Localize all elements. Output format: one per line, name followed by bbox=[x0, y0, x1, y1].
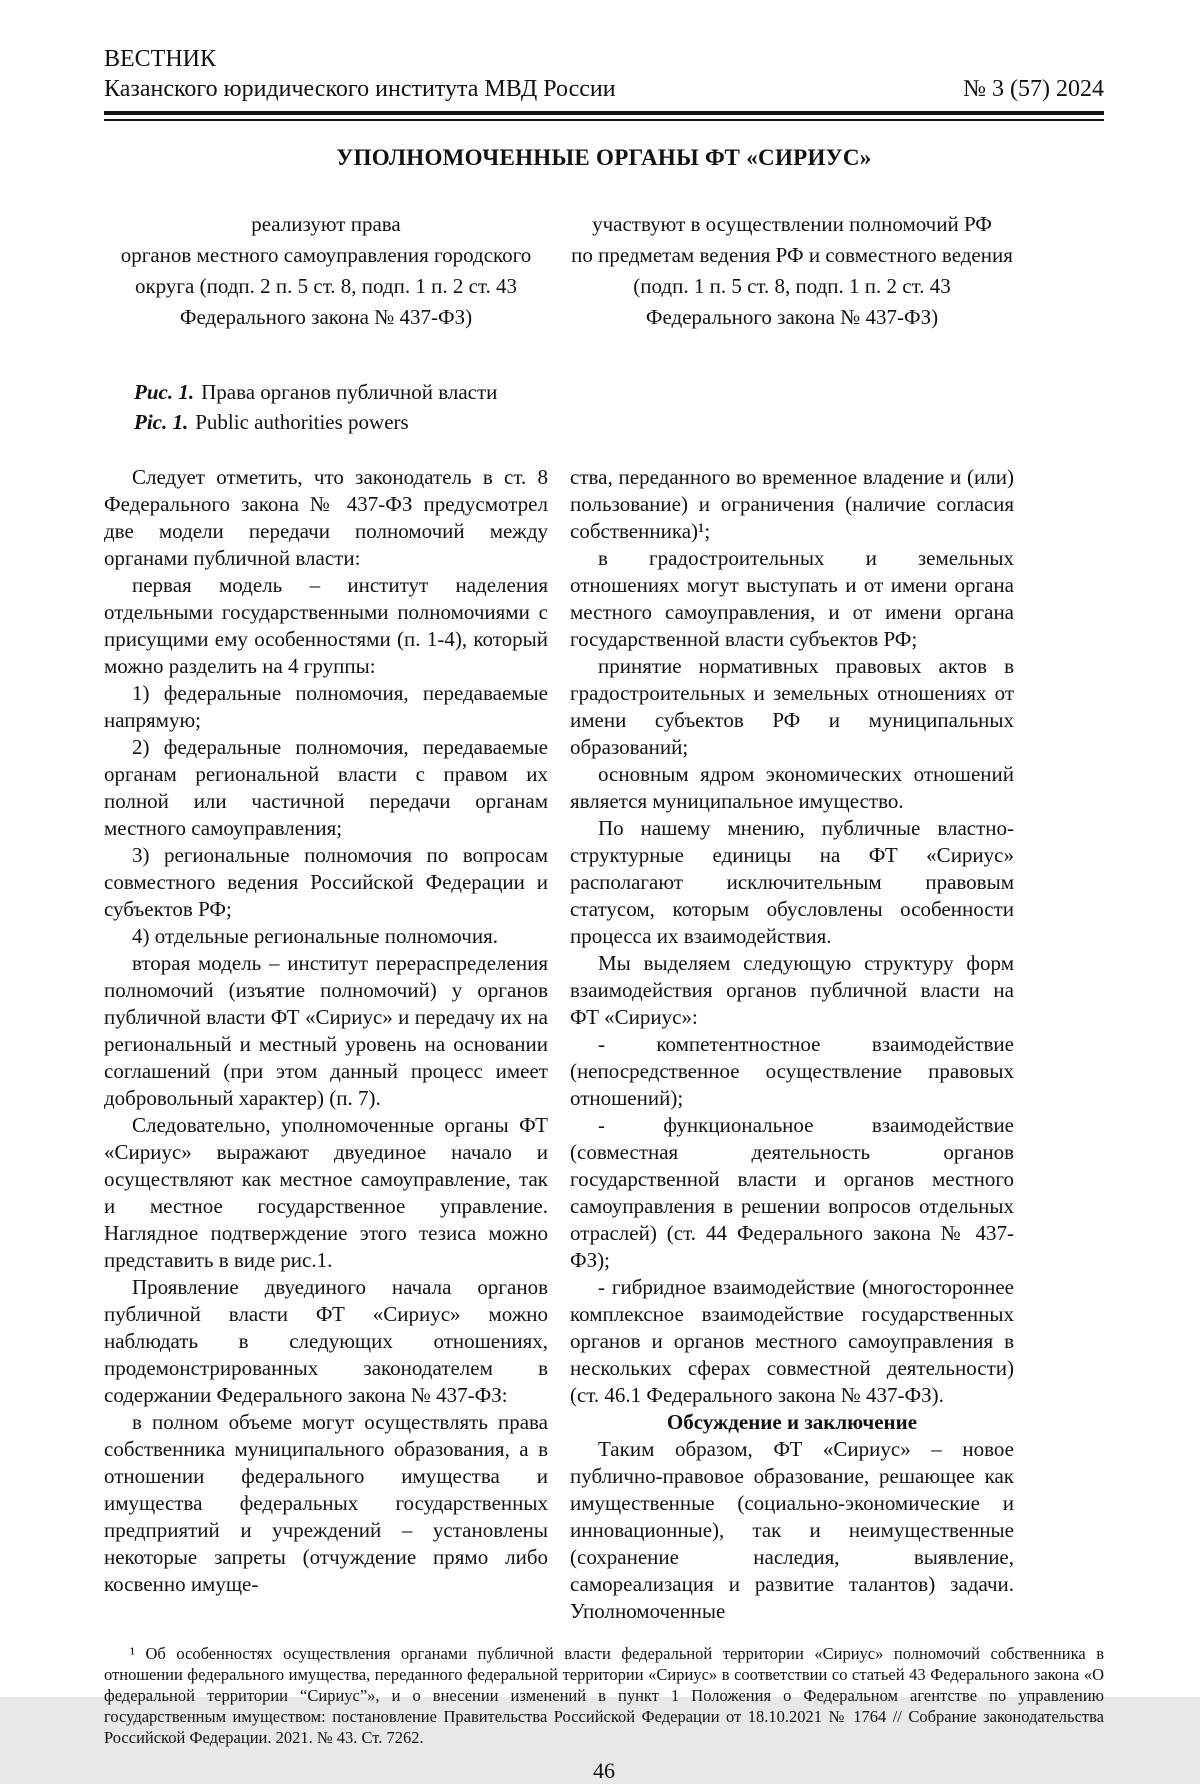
paragraph: Мы выделяем следующую структуру форм взаимодействия органов публичной власти на ФТ «Сириус»: bbox=[570, 951, 1014, 1029]
figure-caption-ru bbox=[134, 377, 1104, 407]
figure-left-line: реализуют права bbox=[251, 212, 401, 236]
figure-caption-en bbox=[134, 407, 1104, 437]
article-body bbox=[104, 464, 1104, 1625]
paragraph: - функциональное взаимодействие (совместная деятельность органов государственной власти и органов местного самоуправления в решении вопросов отдельных отраслей) (ст. 44 Федерального закона № 437-ФЗ); bbox=[570, 1113, 1014, 1272]
journal-name-block bbox=[104, 44, 616, 104]
page-number: 46 bbox=[593, 1758, 615, 1783]
figure-left-line: Федерального закона № 437-ФЗ) bbox=[179, 305, 473, 329]
figure-right-line: участвуют в осуществлении полномочий РФ bbox=[592, 212, 992, 236]
page-header bbox=[104, 44, 1104, 121]
right-column bbox=[570, 464, 1014, 1625]
figure-right-line: (подп. 1 п. 5 ст. 8, подп. 1 п. 2 ст. 43 bbox=[633, 274, 951, 298]
figure-caption-en-text: Public authorities powers bbox=[195, 410, 409, 434]
header-divider bbox=[104, 111, 1104, 121]
paragraph: Таким образом, ФТ «Сириус» – новое публично-правовое образование, решающее как имущественные (социально-экономические и инновационные), так и неимущественные (сохранение наследия, выявление, самореализация и развитие талантов) задачи. Уполномоченные bbox=[570, 1437, 1014, 1623]
paragraph: - компетентностное взаимодействие (непосредственное осуществление правовых отношений); bbox=[570, 1032, 1014, 1110]
figure-left-line: округа (подп. 2 п. 5 ст. 8, подп. 1 п. 2 ст. 43 bbox=[134, 274, 518, 298]
paragraph: 3) региональные полномочия по вопросам совместного ведения Российской Федерации и субъектов РФ; bbox=[104, 843, 548, 921]
paragraph: в градостроительных и земельных отношениях могут выступать и от имени органа местного самоуправления, и от имени органа государственной власти субъектов РФ; bbox=[570, 546, 1014, 651]
paragraph: Проявление двуединого начала органов публичной власти ФТ «Сириус» можно наблюдать в следующих отношениях, продемонстрированных законодателем в содержании Федерального закона № 437-ФЗ: bbox=[104, 1275, 548, 1407]
paragraph: ства, переданного во временное владение и (или) пользование) и ограничения (наличие согласия собственника)¹; bbox=[570, 465, 1014, 543]
figure-caption-ru-label: Рис. 1. bbox=[134, 380, 195, 404]
paragraph: 4) отдельные региональные полномочия. bbox=[132, 924, 498, 948]
figure-left-line: органов местного самоуправления городского bbox=[120, 243, 532, 267]
header-row bbox=[104, 44, 1104, 104]
paragraph: основным ядром экономических отношений является муниципальное имущество. bbox=[570, 762, 1014, 813]
paragraph: 2) федеральные полномочия, передаваемые органам региональной власти с правом их полной или частичной передачи органам местного самоуправления; bbox=[104, 735, 548, 840]
issue-number: № 3 (57) 2024 bbox=[963, 76, 1104, 102]
figure-left-branch bbox=[104, 209, 548, 333]
figure-caption-ru-text: Права органов публичной власти bbox=[201, 380, 498, 404]
paragraph: принятие нормативных правовых актов в градостроительных и земельных отношениях от имени субъектов РФ и муниципальных образований; bbox=[570, 654, 1014, 759]
figure-right-branch bbox=[570, 209, 1014, 333]
section-subheading: Обсуждение и заключение bbox=[666, 1410, 918, 1434]
figure-1 bbox=[104, 209, 1104, 333]
figure-caption bbox=[104, 377, 1104, 437]
paragraph: По нашему мнению, публичные властно-структурные единицы на ФТ «Сириус» располагают исключительным правовым статусом, которым обусловлены особенности процесса их взаимодействия. bbox=[570, 816, 1014, 948]
paragraph: Следует отметить, что законодатель в ст. 8 Федерального закона № 437-ФЗ предусмотрел две модели передачи полномочий между органами публичной власти: bbox=[104, 465, 548, 570]
article-title: УПОЛНОМОЧЕННЫЕ ОРГАНЫ ФТ «СИРИУС» bbox=[336, 145, 872, 170]
journal-subtitle: Казанского юридического института МВД России bbox=[104, 76, 616, 102]
paragraph: - гибридное взаимодействие (многостороннее комплексное взаимодействие государственных органов и органов местного самоуправления в нескольких сферах совместной деятельности) (ст. 46.1 Федерального закона № 437-ФЗ). bbox=[570, 1275, 1014, 1407]
footnote: ¹ Об особенностях осуществления органами публичной власти федеральной территории «Сириус» полномочий собственника в отношении федерального имущества, переданного федеральной территории «Сириус» в соответствии со статьей 43 Федерального закона «О федеральной территории “Сириус”», и о внесении изменений в пункт 1 Положения о Федеральном агентстве по управлению государственным имуществом: постановление Правительства Российской Федерации от 18.10.2021 № 1764 // Собрание законодательства Российской Федерации. 2021. № 43. Ст. 7262. bbox=[104, 1644, 1104, 1747]
left-column bbox=[104, 464, 548, 1625]
paragraph: вторая модель – институт перераспределения полномочий (изъятие полномочий) у органов публичной власти ФТ «Сириус» и передачу их на региональный и местный уровень на основании соглашений (при этом данный процесс имеет добровольный характер) (п. 7). bbox=[104, 951, 548, 1110]
paragraph: в полном объеме могут осуществлять права собственника муниципального образования, а в отношении федерального имущества и имущества федеральных государственных предприятий и учреждений – установлены некоторые запреты (отчуждение прямо либо косвенно имуще- bbox=[104, 1410, 548, 1596]
journal-name: ВЕСТНИК bbox=[104, 46, 217, 72]
figure-right-line: Федерального закона № 437-ФЗ) bbox=[645, 305, 939, 329]
paragraph: Следовательно, уполномоченные органы ФТ «Сириус» выражают двуединое начало и осуществляют как местное самоуправление, так и местное государственное управление. Наглядное подтверждение этого тезиса можно представить в виде рис.1. bbox=[104, 1113, 548, 1272]
paragraph: первая модель – институт наделения отдельными государственными полномочиями с присущими ему особенностями (п. 1-4), который можно разделить на 4 группы: bbox=[104, 573, 548, 678]
figure-caption-en-label: Pic. 1. bbox=[134, 410, 189, 434]
page-footer bbox=[104, 1643, 1104, 1784]
paragraph: 1) федеральные полномочия, передаваемые напрямую; bbox=[104, 681, 548, 732]
figure-right-line: по предметам ведения РФ и совместного ведения bbox=[571, 243, 1013, 267]
